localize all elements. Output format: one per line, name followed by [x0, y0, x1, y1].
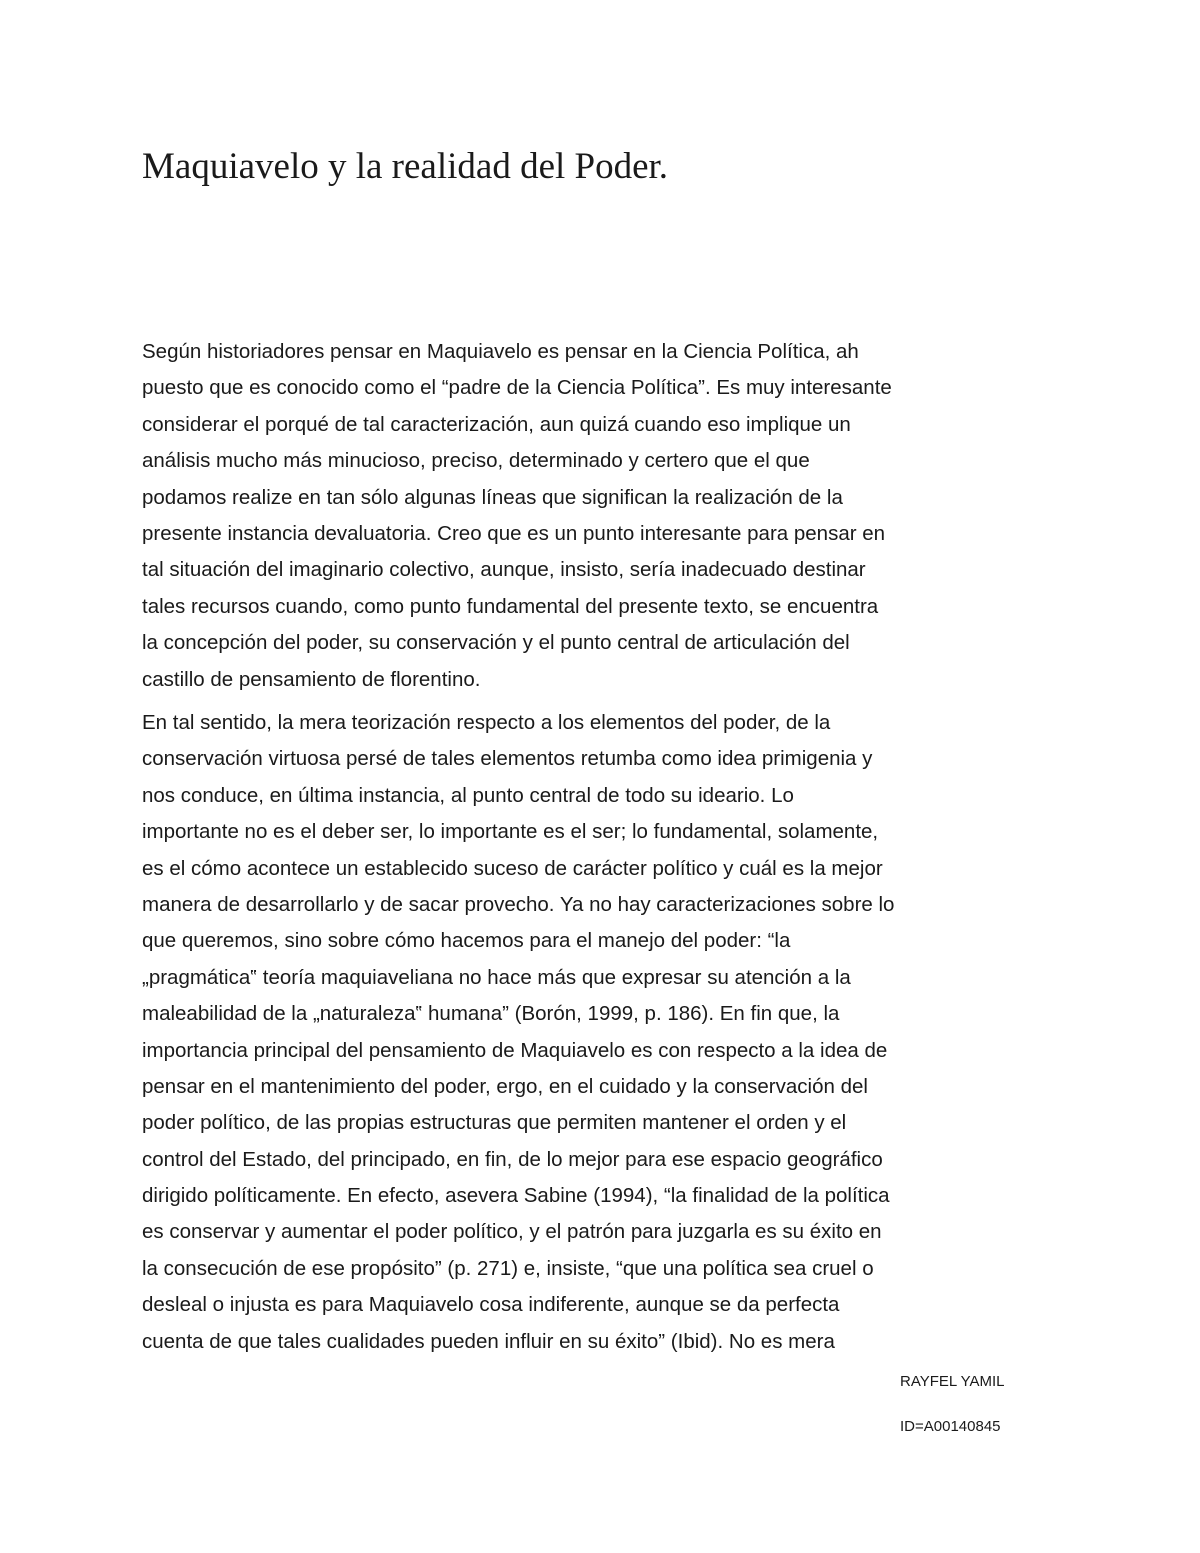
paragraph-line: manera de desarrollarlo y de sacar provecho. Ya no hay caracterizaciones sobre lo [142, 892, 895, 916]
footer-author-name: RAYFEL YAMIL [900, 1373, 1005, 1390]
paragraph-line: tales recursos cuando, como punto fundamental del presente texto, se encuentra [142, 594, 879, 618]
document-title: Maquiavelo y la realidad del Poder. [142, 146, 669, 187]
paragraph-line: castillo de pensamiento de florentino. [142, 667, 481, 691]
paragraph-line: la concepción del poder, su conservación y el punto central de articulación del [142, 631, 850, 655]
paragraph-line: nos conduce, en última instancia, al punto central de todo su ideario. Lo [142, 783, 794, 807]
paragraph-line: importante no es el deber ser, lo importante es el ser; lo fundamental, solamente, [142, 820, 879, 844]
paragraph-line: análisis mucho más minucioso, preciso, determinado y certero que el que [142, 449, 810, 473]
paragraph-line: „pragmática‟ teoría maquiaveliana no hace más que expresar su atención a la [142, 965, 851, 989]
paragraph-line: es el cómo acontece un establecido suceso de carácter político y cuál es la mejor [142, 856, 883, 880]
paragraph-line: presente instancia devaluatoria. Creo que es un punto interesante para pensar en [142, 521, 886, 545]
paragraph-line: En tal sentido, la mera teorización respecto a los elementos del poder, de la [142, 711, 831, 734]
paragraph-line: poder político, de las propias estructuras que permiten mantener el orden y el [142, 1111, 847, 1135]
paragraph-line: maleabilidad de la „naturaleza‟ humana” (Borón, 1999, p. 186). En fin que, la [142, 1002, 840, 1026]
paragraph-line: pensar en el mantenimiento del poder, ergo, en el cuidado y la conservación del [142, 1074, 868, 1098]
paragraph-line: Según historiadores pensar en Maquiavelo es pensar en la Ciencia Política, ah [142, 340, 859, 363]
paragraph-line: la consecución de ese propósito” (p. 271) e, insiste, “que una política sea cruel o [142, 1256, 874, 1280]
paragraph-line: importancia principal del pensamiento de Maquiavelo es con respecto a la idea de [142, 1038, 888, 1062]
paragraph-2 [142, 705, 1062, 1360]
paragraph-line: que queremos, sino sobre cómo hacemos para el manejo del poder: “la [142, 929, 791, 953]
footer-student-id: ID=A00140845 [900, 1418, 1001, 1435]
paragraph-line: podamos realize en tan sólo algunas líneas que significan la realización de la [142, 485, 843, 509]
paragraph-line: tal situación del imaginario colectivo, aunque, insisto, sería inadecuado destinar [142, 558, 866, 582]
paragraph-1 [142, 334, 1062, 698]
paragraph-line: conservación virtuosa persé de tales elementos retumba como idea primigenia y [142, 747, 873, 771]
paragraph-line: es conservar y aumentar el poder político, y el patrón para juzgarla es su éxito en [142, 1220, 882, 1244]
paragraph-line: considerar el porqué de tal caracterización, aun quizá cuando eso implique un [142, 412, 851, 436]
paragraph-line: cuenta de que tales cualidades pueden influir en su éxito” (Ibid). No es mera [142, 1329, 835, 1353]
paragraph-line: puesto que es conocido como el “padre de la Ciencia Política”. Es muy interesante [142, 376, 892, 400]
paragraph-line: desleal o injusta es para Maquiavelo cosa indiferente, aunque se da perfecta [142, 1293, 840, 1317]
paragraph-line: control del Estado, del principado, en fin, de lo mejor para ese espacio geográfico [142, 1147, 883, 1171]
paragraph-line: dirigido políticamente. En efecto, asevera Sabine (1994), “la finalidad de la política [142, 1184, 890, 1208]
